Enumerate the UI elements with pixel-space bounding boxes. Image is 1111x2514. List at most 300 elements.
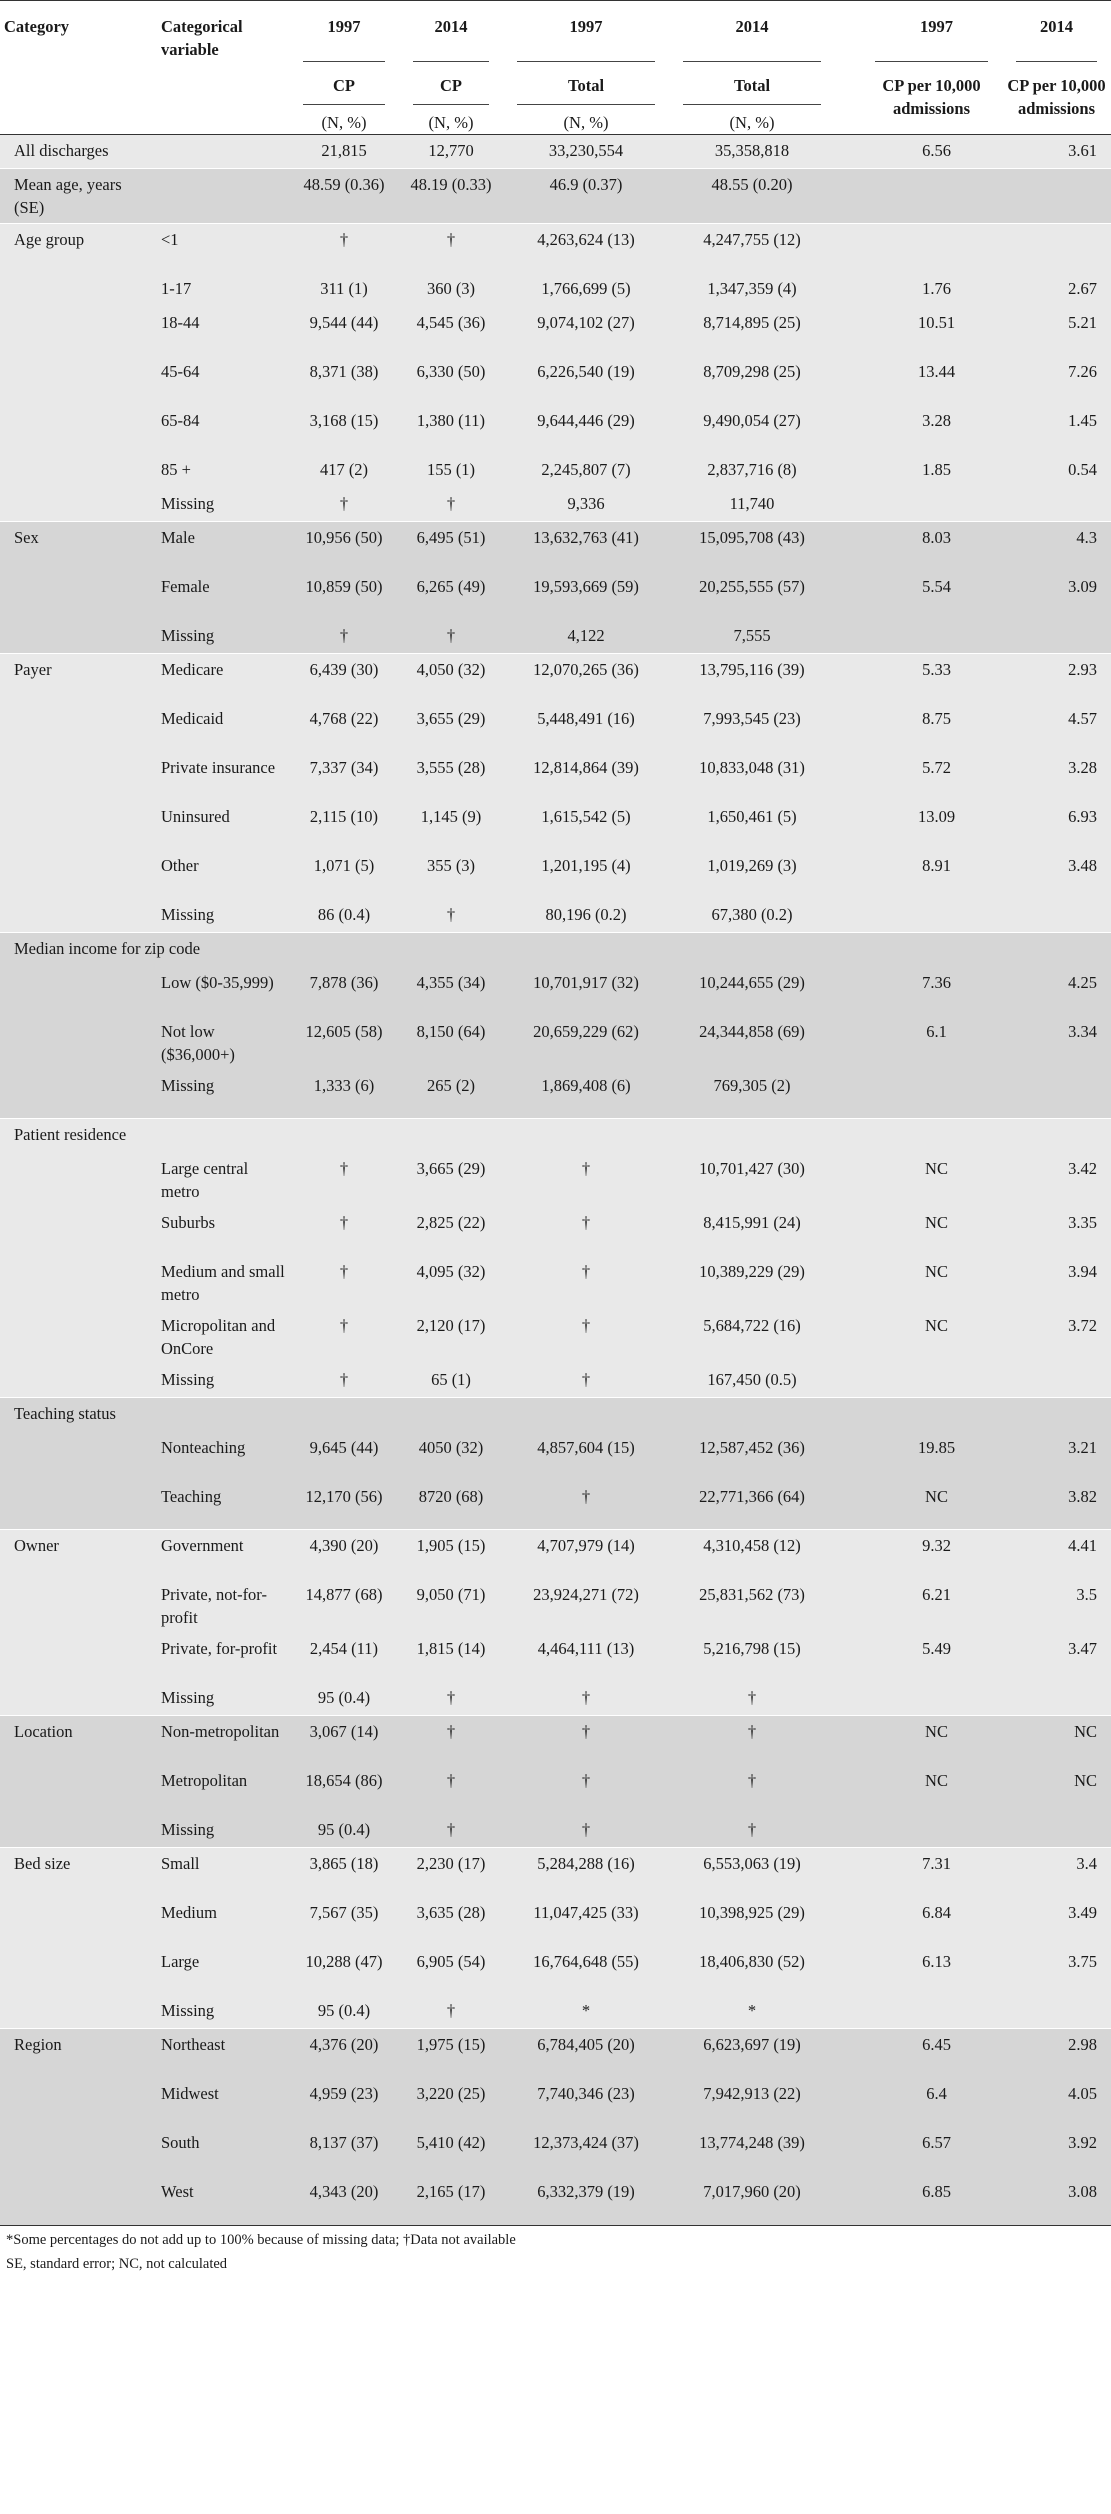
table-cell: 3.61 <box>1002 135 1111 169</box>
table-cell: 20,659,229 (62) <box>503 1016 669 1070</box>
row-category <box>0 1897 145 1946</box>
table-cell: 8,137 (37) <box>289 2127 399 2176</box>
table-cell: 7,942,913 (22) <box>669 2078 835 2127</box>
table-cell: 6,330 (50) <box>399 356 503 405</box>
table-cell: † <box>503 1256 669 1310</box>
table-cell: 6,553,063 (19) <box>669 1848 835 1897</box>
table-row <box>0 654 1111 703</box>
table-cell <box>835 169 1002 224</box>
row-variable: Private insurance <box>145 752 289 801</box>
table-cell: 5,284,288 (16) <box>503 1848 669 1897</box>
row-category <box>0 1814 145 1848</box>
row-category <box>0 488 145 522</box>
table-cell: NC <box>1002 1716 1111 1765</box>
header-measure: CP per 10,000 admissions <box>1002 48 1111 135</box>
table-cell: 3.28 <box>1002 752 1111 801</box>
table-cell: 3,555 (28) <box>399 752 503 801</box>
row-variable: Metropolitan <box>145 1765 289 1814</box>
table-cell <box>835 488 1002 522</box>
table-cell: 48.55 (0.20) <box>669 169 835 224</box>
table-cell: 18,406,830 (52) <box>669 1946 835 1995</box>
row-category <box>0 2176 145 2225</box>
table-row <box>0 933 1111 967</box>
row-variable: West <box>145 2176 289 2225</box>
row-category: Payer <box>0 654 145 703</box>
table-cell: 1,380 (11) <box>399 405 503 454</box>
table-cell: 15,095,708 (43) <box>669 522 835 571</box>
row-variable: Large central metro <box>145 1153 289 1207</box>
table-cell: † <box>399 1716 503 1765</box>
table-cell: 311 (1) <box>289 273 399 307</box>
table-cell: 7,017,960 (20) <box>669 2176 835 2225</box>
row-variable: Missing <box>145 1995 289 2029</box>
table-row <box>0 1364 1111 1398</box>
table-cell <box>1002 1682 1111 1716</box>
table-cell <box>1002 620 1111 654</box>
table-cell: † <box>399 488 503 522</box>
table-cell: 12,170 (56) <box>289 1481 399 1530</box>
table-row <box>0 703 1111 752</box>
row-variable: 85 + <box>145 454 289 488</box>
table-cell: † <box>503 1310 669 1364</box>
table-cell: † <box>399 1765 503 1814</box>
table-cell: 4,343 (20) <box>289 2176 399 2225</box>
table-cell: 2.93 <box>1002 654 1111 703</box>
table-cell: 417 (2) <box>289 454 399 488</box>
table-cell: 1,145 (9) <box>399 801 503 850</box>
table-cell: 10,244,655 (29) <box>669 967 835 1016</box>
table-cell: 2,230 (17) <box>399 1848 503 1897</box>
row-category <box>0 405 145 454</box>
table-row <box>0 1682 1111 1716</box>
row-category: Sex <box>0 522 145 571</box>
table-cell: 3.21 <box>1002 1432 1111 1481</box>
table-cell: 6.93 <box>1002 801 1111 850</box>
table-cell: † <box>289 1256 399 1310</box>
table-cell: † <box>289 1310 399 1364</box>
table-cell: * <box>503 1995 669 2029</box>
table-row <box>0 1016 1111 1070</box>
table-cell: 3.48 <box>1002 850 1111 899</box>
footnote-missing-data: *Some percentages do not add up to 100% because of missing data; †Data not available <box>6 2231 516 2248</box>
row-variable: Medium <box>145 1897 289 1946</box>
table-cell: 4,247,755 (12) <box>669 224 835 273</box>
row-category <box>0 571 145 620</box>
row-category <box>0 1153 145 1207</box>
table-cell: 3,655 (29) <box>399 703 503 752</box>
table-cell <box>1002 1814 1111 1848</box>
table-row <box>0 1070 1111 1119</box>
header-measure: Total <box>503 48 669 97</box>
table-cell: 13.09 <box>835 801 1002 850</box>
table-cell: 6,784,405 (20) <box>503 2029 669 2078</box>
table-cell: † <box>503 1814 669 1848</box>
table-cell: 2,120 (17) <box>399 1310 503 1364</box>
header-category: Category <box>0 1 145 135</box>
table-cell: 3,665 (29) <box>399 1153 503 1207</box>
table-cell: 1.45 <box>1002 405 1111 454</box>
table-cell: 4,310,458 (12) <box>669 1530 835 1579</box>
table-cell: 2,115 (10) <box>289 801 399 850</box>
table-cell: 10,701,427 (30) <box>669 1153 835 1207</box>
table-row <box>0 620 1111 654</box>
row-category <box>0 1016 145 1070</box>
table-cell: 10,859 (50) <box>289 571 399 620</box>
table-row <box>0 135 1111 169</box>
table-row <box>0 1814 1111 1848</box>
table-cell: † <box>289 1153 399 1207</box>
table-cell: 8.03 <box>835 522 1002 571</box>
table-cell: † <box>289 488 399 522</box>
row-category <box>0 1765 145 1814</box>
table-row <box>0 1848 1111 1897</box>
table-cell: † <box>503 1364 669 1398</box>
table-cell: 155 (1) <box>399 454 503 488</box>
table-cell: † <box>503 1207 669 1256</box>
row-variable: Midwest <box>145 2078 289 2127</box>
table-row <box>0 1765 1111 1814</box>
table-cell: 6,439 (30) <box>289 654 399 703</box>
table-cell: 24,344,858 (69) <box>669 1016 835 1070</box>
table-cell: 12,770 <box>399 135 503 169</box>
row-category <box>0 1682 145 1716</box>
row-variable: Northeast <box>145 2029 289 2078</box>
row-variable: 18-44 <box>145 307 289 356</box>
table-cell: 2.98 <box>1002 2029 1111 2078</box>
table-cell: 5,684,722 (16) <box>669 1310 835 1364</box>
table-cell: 95 (0.4) <box>289 1995 399 2029</box>
header-measure: Total <box>669 48 835 97</box>
table-row <box>0 2078 1111 2127</box>
table-row <box>0 169 1111 224</box>
table-cell: 5.49 <box>835 1633 1002 1682</box>
table-cell: 9,490,054 (27) <box>669 405 835 454</box>
table-row <box>0 522 1111 571</box>
table-cell: NC <box>835 1207 1002 1256</box>
row-variable: Small <box>145 1848 289 1897</box>
table-body <box>0 135 1111 2225</box>
row-category: Bed size <box>0 1848 145 1897</box>
table-row <box>0 850 1111 899</box>
table-cell: 2,245,807 (7) <box>503 454 669 488</box>
table-cell: † <box>503 1765 669 1814</box>
table-row <box>0 1119 1111 1153</box>
table-cell: 6.13 <box>835 1946 1002 1995</box>
row-category <box>0 801 145 850</box>
header-measure: CP <box>289 48 399 97</box>
table-cell <box>1002 899 1111 933</box>
table-cell: 1,201,195 (4) <box>503 850 669 899</box>
table-cell: 13,795,116 (39) <box>669 654 835 703</box>
header-year: 1997 <box>503 1 669 49</box>
table-row <box>0 307 1111 356</box>
row-category: Patient residence <box>0 1119 1111 1153</box>
table-cell: 9,074,102 (27) <box>503 307 669 356</box>
row-variable: Female <box>145 571 289 620</box>
table-cell: 1,975 (15) <box>399 2029 503 2078</box>
row-variable: 1-17 <box>145 273 289 307</box>
table-cell: 12,070,265 (36) <box>503 654 669 703</box>
table-cell: 3.82 <box>1002 1481 1111 1530</box>
table-cell: 12,605 (58) <box>289 1016 399 1070</box>
table-cell: 9.32 <box>835 1530 1002 1579</box>
table-cell: NC <box>835 1153 1002 1207</box>
table-cell: 1,019,269 (3) <box>669 850 835 899</box>
table-cell <box>835 620 1002 654</box>
row-variable: Nonteaching <box>145 1432 289 1481</box>
table-cell: 8,150 (64) <box>399 1016 503 1070</box>
table-row <box>0 1946 1111 1995</box>
table-cell: † <box>669 1814 835 1848</box>
table-row <box>0 273 1111 307</box>
table-cell: 1,650,461 (5) <box>669 801 835 850</box>
table-cell: 3.94 <box>1002 1256 1111 1310</box>
table-cell: 3,865 (18) <box>289 1848 399 1897</box>
table-cell: † <box>289 1207 399 1256</box>
table-cell: † <box>399 1682 503 1716</box>
table-cell: 9,050 (71) <box>399 1579 503 1633</box>
header-year: 2014 <box>1002 1 1111 49</box>
table-cell: 5.54 <box>835 571 1002 620</box>
header-year: 1997 <box>289 1 399 49</box>
table-cell: 4,857,604 (15) <box>503 1432 669 1481</box>
table-cell: 13.44 <box>835 356 1002 405</box>
table-cell: † <box>503 1481 669 1530</box>
table-cell: 12,814,864 (39) <box>503 752 669 801</box>
row-variable: <1 <box>145 224 289 273</box>
table-cell: 6.56 <box>835 135 1002 169</box>
table-cell: 4,376 (20) <box>289 2029 399 2078</box>
row-category: Median income for zip code <box>0 933 1111 967</box>
table-cell: 8,371 (38) <box>289 356 399 405</box>
table-cell: 1,347,359 (4) <box>669 273 835 307</box>
row-variable: South <box>145 2127 289 2176</box>
header-unit: (N, %) <box>289 97 399 135</box>
table-cell: 6.57 <box>835 2127 1002 2176</box>
row-variable: Suburbs <box>145 1207 289 1256</box>
table-row <box>0 1481 1111 1530</box>
table-cell: 3.42 <box>1002 1153 1111 1207</box>
footnote-abbreviations: SE, standard error; NC, not calculated <box>6 2255 228 2272</box>
header-unit: (N, %) <box>503 97 669 135</box>
table-cell: 167,450 (0.5) <box>669 1364 835 1398</box>
table-cell: 7,993,545 (23) <box>669 703 835 752</box>
table-cell: 360 (3) <box>399 273 503 307</box>
header-unit: (N, %) <box>669 97 835 135</box>
table-cell <box>1002 1070 1111 1119</box>
table-cell: 1,333 (6) <box>289 1070 399 1119</box>
table-cell: 4,464,111 (13) <box>503 1633 669 1682</box>
table-cell: 6,265 (49) <box>399 571 503 620</box>
table-cell: NC <box>835 1765 1002 1814</box>
table-cell: NC <box>1002 1765 1111 1814</box>
table-cell: NC <box>835 1310 1002 1364</box>
table-cell: 4,707,979 (14) <box>503 1530 669 1579</box>
table-cell: 46.9 (0.37) <box>503 169 669 224</box>
table-cell <box>835 1364 1002 1398</box>
row-variable: Missing <box>145 899 289 933</box>
table-row <box>0 356 1111 405</box>
table-cell: 3.4 <box>1002 1848 1111 1897</box>
table-cell <box>835 1814 1002 1848</box>
table-cell: 11,047,425 (33) <box>503 1897 669 1946</box>
row-variable: Government <box>145 1530 289 1579</box>
table-cell: † <box>399 899 503 933</box>
table-cell: 7.26 <box>1002 356 1111 405</box>
row-variable: Other <box>145 850 289 899</box>
table-cell: 1,869,408 (6) <box>503 1070 669 1119</box>
table-cell: 5.33 <box>835 654 1002 703</box>
table-cell: 48.19 (0.33) <box>399 169 503 224</box>
table-cell: 65 (1) <box>399 1364 503 1398</box>
row-variable: Medicaid <box>145 703 289 752</box>
table-cell: 4.41 <box>1002 1530 1111 1579</box>
table-cell: 10,833,048 (31) <box>669 752 835 801</box>
table-cell: 1,615,542 (5) <box>503 801 669 850</box>
table-cell: 12,587,452 (36) <box>669 1432 835 1481</box>
table-cell: 3.47 <box>1002 1633 1111 1682</box>
table-cell: 7,878 (36) <box>289 967 399 1016</box>
table-cell: 10,398,925 (29) <box>669 1897 835 1946</box>
table-cell <box>1002 1364 1111 1398</box>
table-cell: 9,645 (44) <box>289 1432 399 1481</box>
table-cell: 3,067 (14) <box>289 1716 399 1765</box>
row-variable: Micropolitan and OnCore <box>145 1310 289 1364</box>
table-cell: † <box>669 1682 835 1716</box>
table-cell: 7.31 <box>835 1848 1002 1897</box>
table-cell: 13,774,248 (39) <box>669 2127 835 2176</box>
table-cell <box>1002 224 1111 273</box>
table-cell: 1,071 (5) <box>289 850 399 899</box>
table-cell: 8.75 <box>835 703 1002 752</box>
table-cell: 20,255,555 (57) <box>669 571 835 620</box>
table-cell: 0.54 <box>1002 454 1111 488</box>
table-cell: 33,230,554 <box>503 135 669 169</box>
table-cell: 265 (2) <box>399 1070 503 1119</box>
row-variable <box>145 135 289 169</box>
row-category <box>0 356 145 405</box>
table-cell: 10.51 <box>835 307 1002 356</box>
table-row <box>0 1398 1111 1432</box>
table-row <box>0 1995 1111 2029</box>
table-cell: † <box>399 224 503 273</box>
row-category <box>0 850 145 899</box>
table-cell: 3.5 <box>1002 1579 1111 1633</box>
table-cell <box>1002 1995 1111 2029</box>
table-cell: 2,837,716 (8) <box>669 454 835 488</box>
row-category <box>0 1310 145 1364</box>
table-cell: 95 (0.4) <box>289 1814 399 1848</box>
row-category <box>0 620 145 654</box>
table-row <box>0 571 1111 620</box>
table-cell: † <box>289 620 399 654</box>
table-cell: 8,714,895 (25) <box>669 307 835 356</box>
table-row <box>0 1579 1111 1633</box>
table-cell <box>1002 488 1111 522</box>
table-row <box>0 2029 1111 2078</box>
row-variable: Medicare <box>145 654 289 703</box>
table-cell: 13,632,763 (41) <box>503 522 669 571</box>
table-cell: 2.67 <box>1002 273 1111 307</box>
table-header <box>0 1 1111 135</box>
row-variable: Large <box>145 1946 289 1995</box>
table-cell: 3,220 (25) <box>399 2078 503 2127</box>
table-cell: 3.08 <box>1002 2176 1111 2225</box>
table-cell: 19.85 <box>835 1432 1002 1481</box>
table-cell: 18,654 (86) <box>289 1765 399 1814</box>
table-cell: 9,644,446 (29) <box>503 405 669 454</box>
table-cell: † <box>399 620 503 654</box>
table-cell: 7,555 <box>669 620 835 654</box>
row-category: Age group <box>0 224 145 273</box>
table-row <box>0 1633 1111 1682</box>
table-cell: 1,815 (14) <box>399 1633 503 1682</box>
table-cell: 1,766,699 (5) <box>503 273 669 307</box>
row-variable: Medium and small metro <box>145 1256 289 1310</box>
table-cell: † <box>289 1364 399 1398</box>
table-cell: 4,959 (23) <box>289 2078 399 2127</box>
header-measure: CP <box>399 48 503 97</box>
table-cell: 6.85 <box>835 2176 1002 2225</box>
row-category <box>0 454 145 488</box>
table-cell: 10,288 (47) <box>289 1946 399 1995</box>
table-cell: 4,263,624 (13) <box>503 224 669 273</box>
table-cell: 19,593,669 (59) <box>503 571 669 620</box>
row-category <box>0 752 145 801</box>
header-measure: CP per 10,000 admissions <box>835 48 1002 135</box>
table-cell: 6.4 <box>835 2078 1002 2127</box>
row-category <box>0 307 145 356</box>
table-cell: 4,768 (22) <box>289 703 399 752</box>
row-category <box>0 1946 145 1995</box>
table-cell: 6.1 <box>835 1016 1002 1070</box>
header-year: 1997 <box>835 1 1002 49</box>
table-cell: 21,815 <box>289 135 399 169</box>
row-category <box>0 899 145 933</box>
table-row <box>0 1897 1111 1946</box>
table-cell: 4.05 <box>1002 2078 1111 2127</box>
table-cell: 14,877 (68) <box>289 1579 399 1633</box>
table-cell <box>835 224 1002 273</box>
row-category <box>0 273 145 307</box>
table-cell <box>835 899 1002 933</box>
row-category: Owner <box>0 1530 145 1579</box>
table-cell: 11,740 <box>669 488 835 522</box>
row-category <box>0 1995 145 2029</box>
row-variable: Missing <box>145 488 289 522</box>
table-cell: 9,336 <box>503 488 669 522</box>
table-cell: 6.84 <box>835 1897 1002 1946</box>
table-cell: 22,771,366 (64) <box>669 1481 835 1530</box>
header-categorical-variable: Categorical variable <box>145 1 289 135</box>
table-row <box>0 1530 1111 1579</box>
table-cell: 4.25 <box>1002 967 1111 1016</box>
table-cell: † <box>503 1682 669 1716</box>
table-cell: 10,701,917 (32) <box>503 967 669 1016</box>
table-cell: † <box>503 1716 669 1765</box>
table-cell: 3.92 <box>1002 2127 1111 2176</box>
table-cell: 8,415,991 (24) <box>669 1207 835 1256</box>
table-cell: 1.76 <box>835 273 1002 307</box>
table-cell: 4.57 <box>1002 703 1111 752</box>
row-category <box>0 2127 145 2176</box>
table-row <box>0 224 1111 273</box>
table-cell: 5,216,798 (15) <box>669 1633 835 1682</box>
table-cell: 1,905 (15) <box>399 1530 503 1579</box>
header-unit: (N, %) <box>399 97 503 135</box>
row-category <box>0 1364 145 1398</box>
row-variable: Private, not-for-profit <box>145 1579 289 1633</box>
